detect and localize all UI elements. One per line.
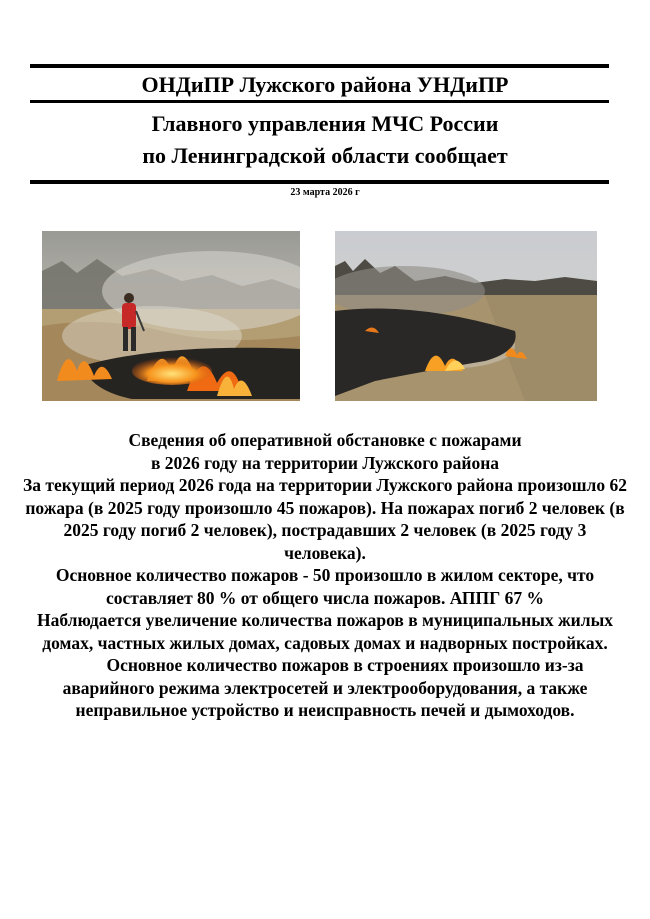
bottom-rule [30,180,609,184]
paragraph-residential-share: Основное количество пожаров - 50 произошло в жилом секторе, что составляет 80 % от общего числа пожаров. АППГ 67 % [55,565,595,608]
header-title-line-2: Главного управления МЧС России [151,111,499,136]
header-title-line-3: по Ленинградской области сообщает [142,143,508,168]
report-body [22,429,628,722]
report-heading-line-1: Сведения об оперативной обстановке с пожарами [128,430,522,450]
photo-firefighter-grass-fire [42,231,300,401]
photo-burning-field [335,231,597,401]
paragraph-fire-statistics: За текущий период 2026 года на территории Лужского района произошло 62 пожара (в 2025 году произошло 45 пожаров). На пожарах погиб 2 человек (в 2025 году погиб 2 человек), пострадавших 2 человек (в 2025 году 3 человека). [23,475,627,563]
grass-fire-firefighter-icon [42,231,300,401]
header-title-block [0,108,650,172]
report-heading-line-2: в 2026 году на территории Лужского района [150,452,500,473]
publication-date: 23 марта 2026 г [290,187,360,198]
top-rule [30,64,609,68]
middle-rule [30,100,609,103]
header-title-line-1: ОНДиПР Лужского района УНДиПР [141,72,509,97]
burning-field-icon [335,231,597,401]
paragraph-causes: Основное количество пожаров в строениях произошло из-за аварийного режима электросетей и электрооборудования, а также неправильное устройство и неисправность печей и дымоходов. [62,655,588,720]
paragraph-increase-note: Наблюдается увеличение количества пожаров в муниципальных жилых домах, частных жилых домах, садовых домах и надворных постройках. [36,610,613,653]
